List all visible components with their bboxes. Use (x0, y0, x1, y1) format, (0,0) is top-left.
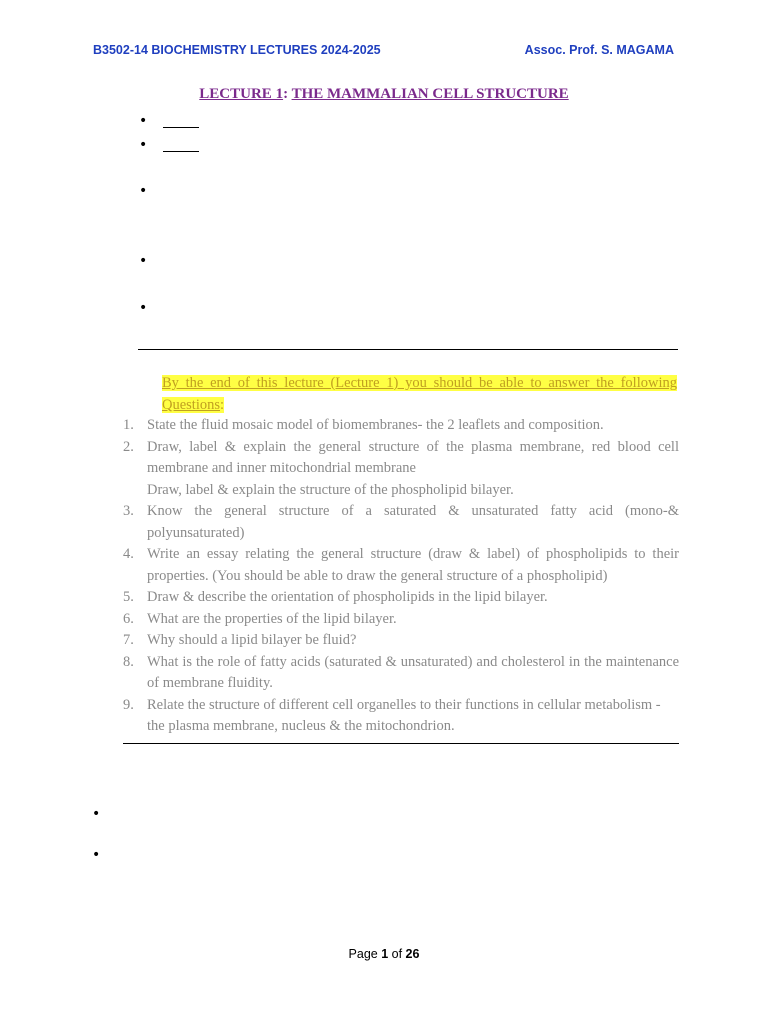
bullet-point: • (139, 183, 148, 199)
header-course-title: B3502-14 BIOCHEMISTRY LECTURES 2024-2025 (93, 43, 381, 57)
list-item: 1. State the fluid mosaic model of biomembranes- the 2 leaflets and composition. (123, 417, 604, 433)
objectives-colon: : (220, 397, 225, 413)
bullet-point: • (92, 847, 101, 863)
list-item: 7. Why should a lipid bilayer be fluid? (123, 632, 357, 648)
page-number: Page 1 of 26 (348, 947, 420, 961)
lecture-number: LECTURE 1 (199, 86, 284, 102)
objectives-line-1: By the end of this lecture (Lecture 1) you should be able to answer the following (162, 375, 677, 391)
divider-bottom (123, 743, 679, 744)
bullet-point: • (92, 806, 101, 822)
learning-objectives (162, 372, 677, 416)
bullet-point: • (139, 300, 148, 316)
list-item: 4. Write an essay relating the general structure (draw & label) of phospholipids to their properties. (You should be able to draw the general structure of a phospholipid) (123, 546, 679, 584)
divider-top (138, 349, 678, 350)
title-separator: : (283, 86, 292, 102)
question-list (123, 415, 679, 738)
list-item: 2. Draw, label & explain the general structure of the plasma membrane, red blood cell membrane and inner mitochondrial membrane (123, 438, 679, 476)
objectives-line-2: Questions (162, 397, 220, 413)
list-item: 5. Draw & describe the orientation of phospholipids in the lipid bilayer. (123, 589, 548, 605)
list-item: 6. What are the properties of the lipid bilayer. (123, 610, 397, 627)
bullet-point: • (139, 253, 148, 269)
list-item: Draw, label & explain the structure of the phospholipid bilayer. (147, 481, 514, 498)
list-item: 8. What is the role of fatty acids (saturated & unsaturated) and cholesterol in the maintenance of membrane fluidity. (123, 653, 679, 691)
bullet-point: • (139, 113, 148, 129)
list-item: 9. Relate the structure of different cell organelles to their functions in cellular metabolism - the plasma membrane, nucleus & the mitochondrion. (123, 696, 661, 734)
blank-line (163, 114, 199, 128)
list-item: 3. Know the general structure of a saturated & unsaturated fatty acid (mono-& polyunsaturated) (123, 503, 679, 541)
header-author: Assoc. Prof. S. MAGAMA (524, 43, 674, 57)
lecture-title (0, 86, 768, 103)
blank-line (163, 138, 199, 152)
bullet-point: • (139, 137, 148, 153)
lecture-topic: THE MAMMALIAN CELL STRUCTURE (291, 86, 569, 102)
